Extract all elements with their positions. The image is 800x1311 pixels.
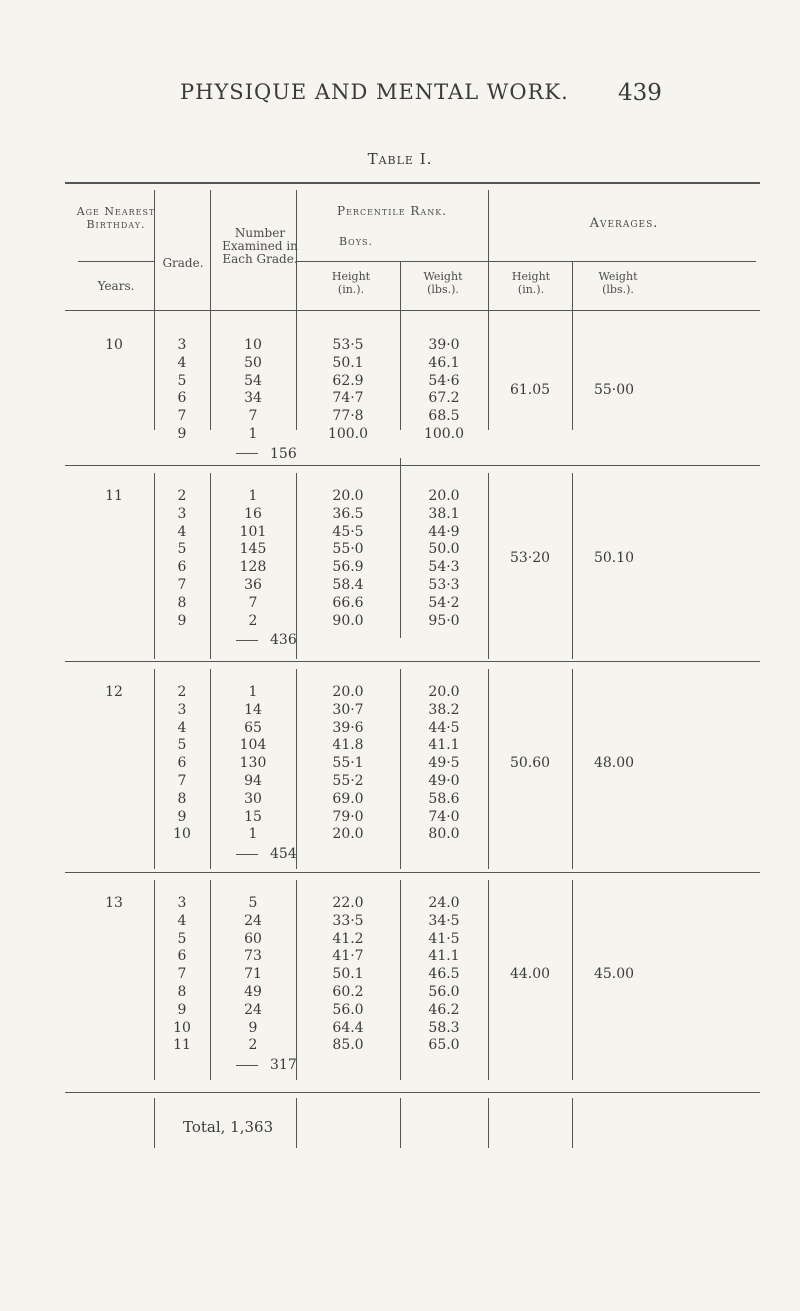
grade-cell: 8 (177, 594, 187, 611)
grades-column (154, 337, 210, 444)
header-percentile-rank: Percentile Rank. (337, 204, 447, 218)
grade-cell: 3 (177, 505, 187, 522)
header-avg-height: Height (in.). (511, 270, 551, 296)
height-percentile-cell: 30·7 (332, 701, 364, 718)
grade-cell: 4 (177, 719, 187, 736)
average-weight-cell: 45.00 (593, 966, 635, 983)
number-cell: 36 (244, 576, 262, 593)
number-cell: 73 (244, 948, 262, 965)
weight-percentile-cell: 41.1 (428, 948, 460, 965)
height-percentile-cell: 50.1 (332, 354, 364, 371)
height-percentile-cell: 20.0 (332, 488, 364, 504)
age-cell: 13 (105, 895, 123, 911)
rule-header-bottom (65, 310, 760, 311)
grade-cell: 5 (177, 930, 187, 947)
grade-cell: 11 (173, 1037, 191, 1054)
number-cell: 50 (244, 354, 262, 371)
weight-percentile-cell: 49·5 (428, 755, 460, 772)
height-percentile-cell: 50.1 (332, 966, 364, 983)
header-height: Height (in.). (331, 270, 371, 296)
subtotal-value: 156 (270, 445, 297, 462)
subtotal-value: 317 (270, 1057, 297, 1074)
weight-percentile-cell: 100.0 (423, 425, 465, 442)
number-cell: 2 (248, 1037, 258, 1054)
height-percentile-cell: 41·7 (332, 948, 364, 965)
number-cell: 5 (248, 895, 258, 911)
grade-cell: 8 (177, 983, 187, 1000)
col-divider (572, 262, 573, 430)
number-cell: 15 (244, 808, 262, 825)
grade-cell: 7 (177, 966, 187, 983)
col-divider (154, 1098, 155, 1148)
header-avg-weight: Weight (lbs.). (598, 270, 638, 296)
number-cell: 1 (248, 425, 258, 442)
subtotal-dash (236, 453, 258, 454)
height-percentile-cell: 66.6 (332, 594, 364, 611)
average-weight-cell: 55·00 (593, 381, 635, 398)
grade-cell: 5 (177, 541, 187, 558)
number-cell: 7 (248, 594, 258, 611)
rule-header-split (78, 261, 154, 262)
grade-cell: 4 (177, 912, 187, 929)
weight-percentile-cell: 46.2 (428, 1001, 460, 1018)
heights-column (296, 895, 400, 1055)
number-cell: 30 (244, 790, 262, 807)
subtotal-value: 436 (270, 632, 297, 649)
number-cell: 101 (239, 523, 267, 540)
weight-percentile-cell: 67.2 (428, 390, 460, 407)
height-percentile-cell: 41.8 (332, 737, 364, 754)
running-head (0, 80, 800, 114)
height-percentile-cell: 39·6 (332, 719, 364, 736)
number-cell: 145 (239, 541, 267, 558)
grade-cell: 3 (177, 337, 187, 353)
grade-cell: 4 (177, 523, 187, 540)
grade-subtotal (236, 632, 297, 648)
weights-column (400, 488, 488, 630)
weight-percentile-cell: 58.3 (428, 1019, 460, 1036)
header-age: Age Nearest Birthday. (76, 205, 156, 231)
number-cell: 1 (248, 826, 258, 843)
header-years: Years. (97, 279, 135, 293)
height-percentile-cell: 56.9 (332, 559, 364, 576)
height-percentile-cell: 56.0 (332, 1001, 364, 1018)
height-percentile-cell: 22.0 (332, 895, 364, 911)
weights-column (400, 895, 488, 1055)
weight-percentile-cell: 54·6 (428, 372, 460, 389)
weight-percentile-cell: 20.0 (428, 684, 460, 700)
grade-cell: 6 (177, 559, 187, 576)
total-count: Total, 1,363 (183, 1118, 274, 1136)
weight-percentile-cell: 65.0 (428, 1037, 460, 1054)
number-cell: 10 (244, 337, 262, 353)
height-percentile-cell: 55·1 (332, 755, 364, 772)
subtotal-dash (236, 1065, 258, 1066)
rule-group-divider (65, 661, 760, 662)
rule-group-divider (65, 465, 760, 466)
weight-percentile-cell: 44·5 (428, 719, 460, 736)
weight-percentile-cell: 39·0 (428, 337, 460, 353)
age-cell: 10 (105, 337, 123, 353)
grade-cell: 6 (177, 948, 187, 965)
weights-column (400, 337, 488, 444)
weight-percentile-cell: 54·3 (428, 559, 460, 576)
number-cell: 104 (239, 737, 267, 754)
weight-percentile-cell: 46.5 (428, 966, 460, 983)
rule-top (65, 182, 760, 184)
grade-subtotal (236, 1057, 297, 1073)
height-percentile-cell: 55·2 (332, 772, 364, 789)
number-cell: 7 (248, 408, 258, 425)
number-cell: 130 (239, 755, 267, 772)
number-cell: 24 (244, 912, 262, 929)
page-number: 439 (618, 80, 662, 106)
weight-percentile-cell: 38.1 (428, 505, 460, 522)
number-cell: 49 (244, 983, 262, 1000)
grade-cell: 3 (177, 701, 187, 718)
weights-column (400, 684, 488, 844)
age-cell: 12 (105, 684, 123, 700)
number-cell: 14 (244, 701, 262, 718)
weight-percentile-cell: 53·3 (428, 576, 460, 593)
height-percentile-cell: 53·5 (332, 337, 364, 353)
height-percentile-cell: 20.0 (332, 684, 364, 700)
number-cell: 1 (248, 684, 258, 700)
number-cell: 1 (248, 488, 258, 504)
number-cell: 128 (239, 559, 267, 576)
weight-percentile-cell: 34·5 (428, 912, 460, 929)
col-divider (296, 1098, 297, 1148)
height-percentile-cell: 69.0 (332, 790, 364, 807)
rule-group-divider (65, 872, 760, 873)
age-cell: 11 (105, 488, 123, 504)
height-percentile-cell: 74·7 (332, 390, 364, 407)
weight-percentile-cell: 56.0 (428, 983, 460, 1000)
weight-percentile-cell: 41.1 (428, 737, 460, 754)
weight-percentile-cell: 20.0 (428, 488, 460, 504)
header-averages: Averages. (589, 216, 659, 231)
grade-cell: 7 (177, 772, 187, 789)
average-weight-cell: 50.10 (593, 550, 635, 567)
weight-percentile-cell: 44·9 (428, 523, 460, 540)
grade-cell: 2 (177, 488, 187, 504)
running-head-title: PHYSIQUE AND MENTAL WORK. (180, 80, 569, 104)
subtotal-dash (236, 640, 258, 641)
numbers-column (210, 684, 296, 844)
weight-percentile-cell: 80.0 (428, 826, 460, 843)
height-percentile-cell: 79·0 (332, 808, 364, 825)
table-caption: Table I. (367, 150, 433, 168)
grades-column (154, 488, 210, 630)
grade-cell: 10 (173, 1019, 191, 1036)
average-height-cell: 61.05 (509, 381, 551, 398)
header-boys: Boys. (339, 235, 373, 248)
number-cell: 60 (244, 930, 262, 947)
height-percentile-cell: 36.5 (332, 505, 364, 522)
number-cell: 34 (244, 390, 262, 407)
height-percentile-cell: 33·5 (332, 912, 364, 929)
subtotal-value: 454 (270, 846, 297, 863)
average-height-cell: 53·20 (509, 550, 551, 567)
height-percentile-cell: 41.2 (332, 930, 364, 947)
weight-percentile-cell: 74·0 (428, 808, 460, 825)
height-percentile-cell: 90.0 (332, 612, 364, 629)
grades-column (154, 895, 210, 1055)
height-percentile-cell: 20.0 (332, 826, 364, 843)
weight-percentile-cell: 54·2 (428, 594, 460, 611)
col-divider (488, 1098, 489, 1148)
number-cell: 54 (244, 372, 262, 389)
grade-cell: 9 (177, 808, 187, 825)
heights-column (296, 488, 400, 630)
grade-cell: 9 (177, 1001, 187, 1018)
heights-column (296, 684, 400, 844)
numbers-column (210, 488, 296, 630)
grade-cell: 9 (177, 612, 187, 629)
height-percentile-cell: 60.2 (332, 983, 364, 1000)
height-percentile-cell: 45·5 (332, 523, 364, 540)
number-cell: 24 (244, 1001, 262, 1018)
header-number-examined: Number Examined in Each Grade. (222, 226, 298, 266)
height-percentile-cell: 64.4 (332, 1019, 364, 1036)
grades-column (154, 684, 210, 844)
average-height-cell: 50.60 (509, 755, 551, 772)
number-cell: 9 (248, 1019, 258, 1036)
grade-cell: 8 (177, 790, 187, 807)
numbers-column (210, 337, 296, 444)
weight-percentile-cell: 50.0 (428, 541, 460, 558)
rule-total (65, 1092, 760, 1093)
grade-cell: 10 (173, 826, 191, 843)
grade-cell: 6 (177, 390, 187, 407)
weight-percentile-cell: 38.2 (428, 701, 460, 718)
weight-percentile-cell: 95·0 (428, 612, 460, 629)
col-divider (572, 1098, 573, 1148)
height-percentile-cell: 100.0 (327, 425, 369, 442)
average-weight-cell: 48.00 (593, 755, 635, 772)
grade-subtotal (236, 446, 297, 462)
grade-cell: 4 (177, 354, 187, 371)
grade-cell: 6 (177, 755, 187, 772)
grade-cell: 9 (177, 425, 187, 442)
grade-subtotal (236, 846, 297, 862)
weight-percentile-cell: 58.6 (428, 790, 460, 807)
number-cell: 2 (248, 612, 258, 629)
header-weight: Weight (lbs.). (423, 270, 463, 296)
weight-percentile-cell: 24.0 (428, 895, 460, 911)
number-cell: 65 (244, 719, 262, 736)
height-percentile-cell: 58.4 (332, 576, 364, 593)
weight-percentile-cell: 68.5 (428, 408, 460, 425)
weight-percentile-cell: 49·0 (428, 772, 460, 789)
height-percentile-cell: 62.9 (332, 372, 364, 389)
height-percentile-cell: 85.0 (332, 1037, 364, 1054)
header-grade: Grade. (162, 256, 204, 270)
grade-cell: 5 (177, 737, 187, 754)
weight-percentile-cell: 46.1 (428, 354, 460, 371)
height-percentile-cell: 55·0 (332, 541, 364, 558)
grade-cell: 3 (177, 895, 187, 911)
grade-cell: 2 (177, 684, 187, 700)
number-cell: 16 (244, 505, 262, 522)
height-percentile-cell: 77·8 (332, 408, 364, 425)
subtotal-dash (236, 854, 258, 855)
numbers-column (210, 895, 296, 1055)
col-divider (400, 1098, 401, 1148)
number-cell: 71 (244, 966, 262, 983)
grade-cell: 5 (177, 372, 187, 389)
number-cell: 94 (244, 772, 262, 789)
grade-cell: 7 (177, 576, 187, 593)
weight-percentile-cell: 41·5 (428, 930, 460, 947)
heights-column (296, 337, 400, 444)
grade-cell: 7 (177, 408, 187, 425)
average-height-cell: 44.00 (509, 966, 551, 983)
rule-header-split (296, 261, 756, 262)
